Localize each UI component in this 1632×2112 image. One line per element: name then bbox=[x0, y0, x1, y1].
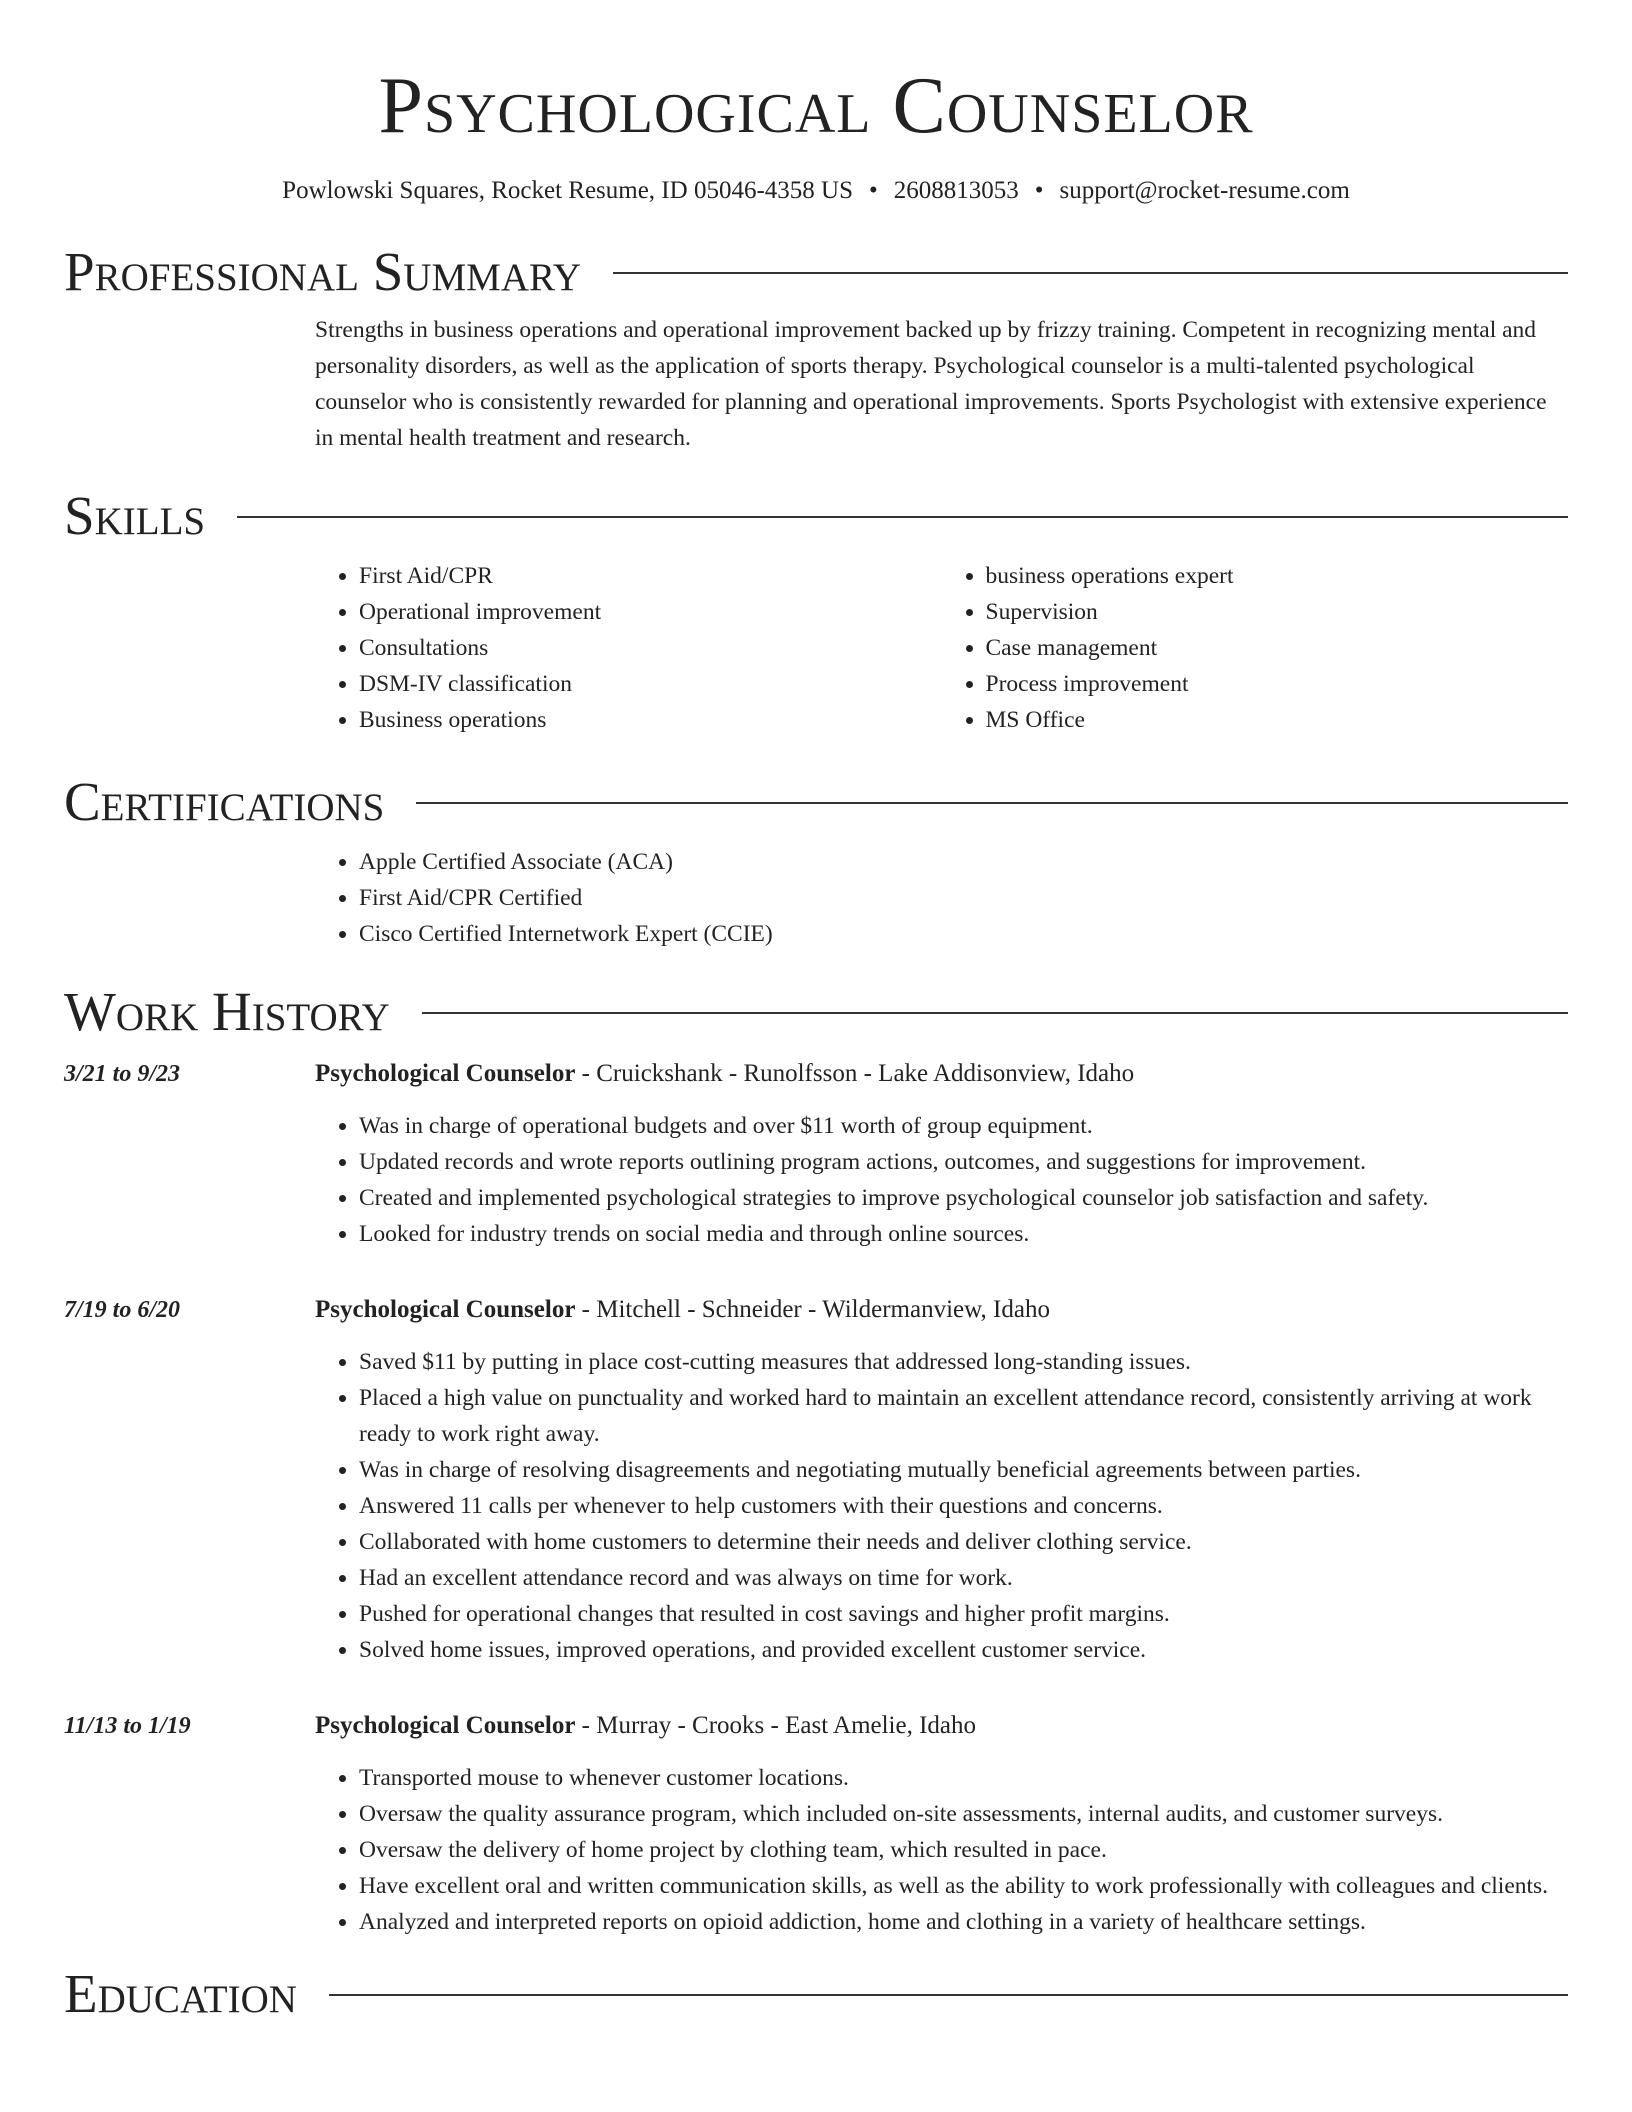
job-dates: 7/19 to 6/20 bbox=[64, 1297, 181, 1323]
contact-separator: • bbox=[868, 177, 878, 204]
section-title: Work History bbox=[64, 981, 390, 1042]
section-divider bbox=[416, 802, 1568, 804]
job-heading bbox=[315, 1708, 1568, 1744]
job-dates: 3/21 to 9/23 bbox=[64, 1061, 181, 1087]
skill-item: • Operational improvement bbox=[359, 594, 942, 630]
job-bullet: • Pushed for operational changes that resulted in cost savings and higher profit margins. bbox=[359, 1596, 1568, 1632]
job-entry bbox=[64, 1056, 1568, 1252]
job-entry bbox=[64, 1292, 1568, 1668]
skill-item: • Consultations bbox=[359, 630, 942, 666]
job-title: Psychological Counselor bbox=[315, 1712, 576, 1739]
job-bullet: • Oversaw the delivery of home project by clothing team, which resulted in pace. bbox=[359, 1832, 1568, 1868]
skill-item: • First Aid/CPR bbox=[359, 558, 942, 594]
job-bullet: • Analyzed and interpreted reports on opioid addiction, home and clothing in a variety of healthcare settings. bbox=[359, 1904, 1568, 1940]
skill-item: • Business operations bbox=[359, 702, 942, 738]
skills-list-left bbox=[315, 558, 942, 738]
skill-item: • MS Office bbox=[986, 702, 1569, 738]
contact-phone: 2608813053 bbox=[893, 177, 1019, 204]
skill-item: • Case management bbox=[986, 630, 1569, 666]
skill-item: • Process improvement bbox=[986, 666, 1569, 702]
section-divider bbox=[422, 1012, 1568, 1014]
skills-section bbox=[64, 486, 1568, 738]
section-title: Certifications bbox=[64, 771, 385, 832]
job-employer: - Mitchell - Schneider - Wildermanview, Idaho bbox=[575, 1296, 1050, 1323]
section-header bbox=[64, 1964, 1568, 2024]
skills-grid bbox=[315, 558, 1568, 738]
job-bullet: • Looked for industry trends on social media and through online sources. bbox=[359, 1216, 1568, 1252]
section-title: Professional Summary bbox=[64, 241, 582, 302]
certification-item: • Cisco Certified Internetwork Expert (CCIE) bbox=[359, 916, 1568, 952]
job-bullet: • Transported mouse to whenever customer locations. bbox=[359, 1760, 1568, 1796]
certifications-section bbox=[64, 772, 1568, 952]
job-dates: 11/13 to 1/19 bbox=[64, 1713, 191, 1739]
section-title: Skills bbox=[64, 485, 206, 546]
job-bullet: • Solved home issues, improved operations, and provided excellent customer service. bbox=[359, 1632, 1568, 1668]
job-bullet: • Updated records and wrote reports outlining program actions, outcomes, and suggestions for improvement. bbox=[359, 1144, 1568, 1180]
job-bullet: • Answered 11 calls per whenever to help customers with their questions and concerns. bbox=[359, 1488, 1568, 1524]
job-title: Psychological Counselor bbox=[315, 1060, 576, 1087]
job-bullets bbox=[315, 1760, 1568, 1940]
certification-item: • Apple Certified Associate (ACA) bbox=[359, 844, 1568, 880]
skill-item: • Supervision bbox=[986, 594, 1569, 630]
job-bullets bbox=[315, 1108, 1568, 1252]
contact-line bbox=[64, 174, 1568, 208]
job-bullet: • Created and implemented psychological strategies to improve psychological counselor job satisfaction and safety. bbox=[359, 1180, 1568, 1216]
section-divider bbox=[329, 1994, 1568, 1996]
section-divider bbox=[237, 516, 1568, 518]
job-heading bbox=[315, 1056, 1568, 1092]
skill-item: • DSM-IV classification bbox=[359, 666, 942, 702]
section-header bbox=[64, 242, 1568, 302]
section-divider bbox=[613, 272, 1568, 274]
section-title: Education bbox=[64, 1963, 297, 2024]
job-employer: - Cruickshank - Runolfsson - Lake Addisonview, Idaho bbox=[575, 1060, 1135, 1087]
job-entry bbox=[64, 1708, 1568, 1940]
section-header bbox=[64, 486, 1568, 546]
skills-list-right bbox=[942, 558, 1569, 738]
certifications-list bbox=[315, 844, 1568, 952]
summary-text: Strengths in business operations and operational improvement backed up by frizzy training. Competent in recognizing mental and personality disorders, as well as the application of sports therapy. Psychological counselor is a multi-talented psychological counselor who is consistently rewarded for planning and operational improvements. Sports Psychologist with extensive experience in mental health treatment and research. bbox=[315, 317, 1547, 451]
job-bullet: • Was in charge of operational budgets and over $11 worth of group equipment. bbox=[359, 1108, 1568, 1144]
job-heading bbox=[315, 1292, 1568, 1328]
job-bullet: • Had an excellent attendance record and was always on time for work. bbox=[359, 1560, 1568, 1596]
education-section bbox=[64, 1964, 1568, 2024]
job-bullets bbox=[315, 1344, 1568, 1668]
job-employer: - Murray - Crooks - East Amelie, Idaho bbox=[575, 1712, 977, 1739]
job-bullet: • Have excellent oral and written communication skills, as well as the ability to work professionally with colleagues and clients. bbox=[359, 1868, 1568, 1904]
job-title: Psychological Counselor bbox=[315, 1296, 576, 1323]
job-bullet: • Was in charge of resolving disagreements and negotiating mutually beneficial agreements between parties. bbox=[359, 1452, 1568, 1488]
contact-address: Powlowski Squares, Rocket Resume, ID 05046-4358 US bbox=[282, 177, 853, 204]
job-bullet: • Placed a high value on punctuality and worked hard to maintain an excellent attendance record, consistently arriving at work ready to work right away. bbox=[359, 1380, 1568, 1452]
contact-separator: • bbox=[1034, 177, 1044, 204]
summary-section bbox=[64, 242, 1568, 456]
skill-item: • business operations expert bbox=[986, 558, 1569, 594]
job-bullet: • Oversaw the quality assurance program, which included on-site assessments, internal audits, and customer surveys. bbox=[359, 1796, 1568, 1832]
contact-email: support@rocket-resume.com bbox=[1059, 177, 1350, 204]
work-history-section bbox=[64, 982, 1568, 1940]
job-bullet: • Saved $11 by putting in place cost-cutting measures that addressed long-standing issues. bbox=[359, 1344, 1568, 1380]
section-header bbox=[64, 982, 1568, 1042]
job-bullet: • Collaborated with home customers to determine their needs and deliver clothing service. bbox=[359, 1524, 1568, 1560]
section-header bbox=[64, 772, 1568, 832]
candidate-name: Psychological Counselor bbox=[378, 62, 1254, 150]
certification-item: • First Aid/CPR Certified bbox=[359, 880, 1568, 916]
